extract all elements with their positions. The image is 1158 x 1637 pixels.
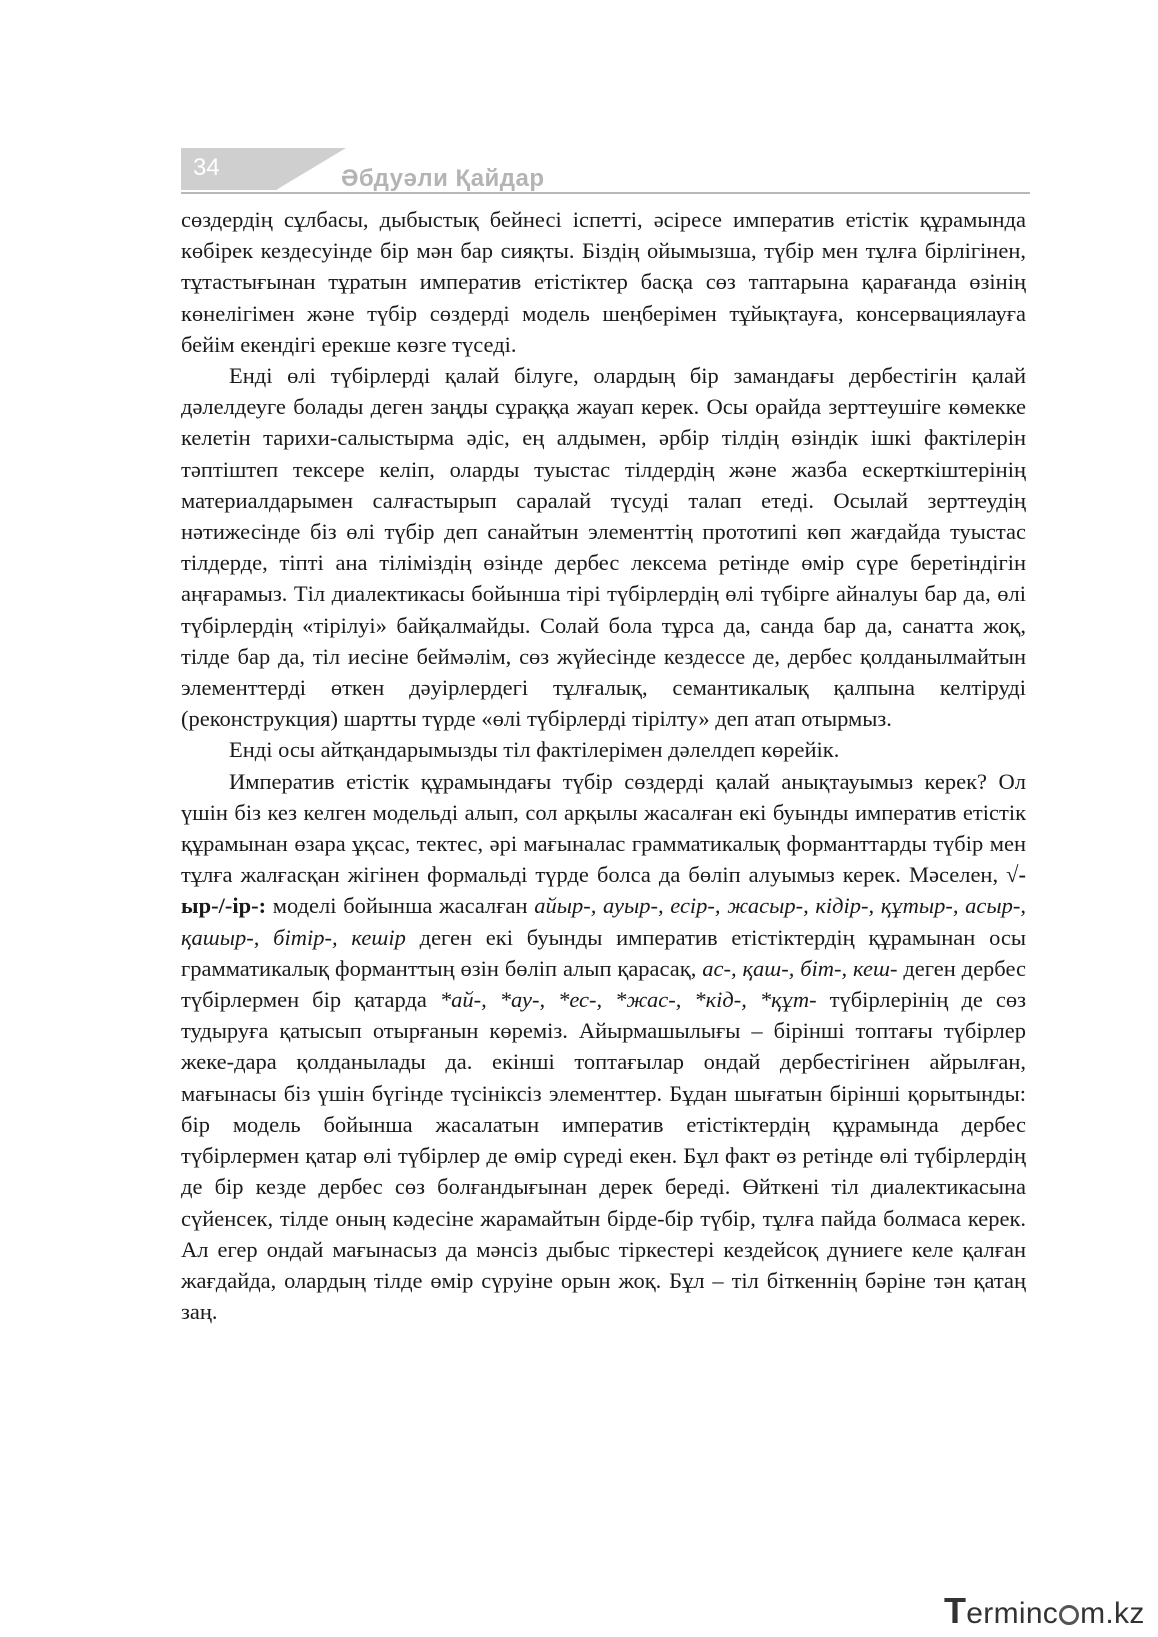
paragraph-1: сөздердің сұлбасы, дыбыстық бейнесі іспетті, әсіресе императив етістік құрамында көбірек кездесуінде бір мән бар сияқты. Біздің ойымызша, түбір мен тұлға бірлігінен, тұтастығынан тұратын императив етістіктер басқа сөз таптарына қарағанда өзінің көнелігімен және түбір сөздерді модель шеңберімен тұйықтауға, консервациялауға бейім екендігі ерекше көзге түседі. [181,207,1026,357]
header-rule [181,192,1030,194]
paragraph-4-text-5: түбірлерінің де сөз тудыруға қатысып отырғанын көреміз. Айырмашылығы – бірінші топтағы түбірлер жеке-дара қолданылады да. екінші топтағылар ондай дербестігінен айрылған, мағынасы біз үшін бүгінде түсініксіз элементтер. Бұдан шығатын бірінші қорытынды: бір модель бойынша жасалатын императив етістіктердің құрамында дербес түбірлермен қатар өлі түбірлер де өмір сүреді екен. Бұл факт өз ретінде өлі түбірлердің де бір кезде дербес сөз болғандығынан дерек береді. Өйткені тіл диалектикасына сүйенсек, тілде оның кәдесіне жарамайтын бірде-бір түбір, тұлға пайда болмаса керек. Ал егер ондай мағынасыз да мәнсіз дыбыс тіркестері кездейсоқ дүниеге келе қалған жағдайда, олардың тілде өмір сүруіне орын жоқ. Бұл – тіл біткеннің бәріне тән қатаң заң. [181,987,1026,1325]
watermark-text-2: m.kz [1080,1597,1145,1630]
example-verbs: айыр-, ауыр-, есір-, жасыр-, кідір-, құтыр-, асыр-, қашыр-, бітір-, кешір [181,893,1026,950]
paragraph-4 [181,766,1026,1328]
page-number-tab-wedge [276,148,346,190]
watermark-text-1: erminc [966,1597,1059,1630]
watermark-logo [944,1590,1145,1632]
paragraph-2: Енді өлі түбірлерді қалай білуге, олардың бір замандағы дербестігін қалай дәлелдеуге болады деген заңды сұраққа жауап керек. Осы орайда зерттеушіге көмекке келетін тарихи-салыстырма әдіс, ең алдымен, әрбір тілдің өзіндік ішкі фактілерін тәптіштеп тексере келіп, оларды туыстас тілдердің және жазба ескерткіштерінің материалдарымен салғастырып саралай түсуді талап етеді. Осылай зерттеудің нәтижесінде біз өлі түбір деп санайтын элементтің прототипі көп жағдайда туыстас тілдерде, тіпті ана тіліміздің өзінде дербес лексема ретінде өмір сүре беретіндігін аңғарамыз. Тіл диалектикасы бойынша тірі түбірлердің өлі түбірге айналуы бар да, өлі түбірлердің «тірілуі» байқалмайды. Солай бола тұрса да, санда бар да, санатта жоқ, тілде бар да, тіл иесіне беймәлім, сөз жүйесінде кездессе де, дербес қолданылмайтын элементтерді өткен дәуірлердегі тұлғалық, семантикалық қалпына келтіруді (реконструкция) шартты түрде «өлі түбірлерді тірілту» деп атап отырмыз. [181,363,1026,732]
page-number: 34 [193,154,220,181]
running-title: Әбдуәли Қайдар [341,165,545,192]
paragraph-3: Енді осы айтқандарымызды тіл фактілерімен дәлелдеп көрейік. [229,737,840,763]
paragraph-4-text-4: деген дербес түбірлермен бір қатарда [181,955,1026,1013]
magnifier-icon [1059,1605,1079,1625]
paragraph-4-text-2: моделі бойынша жасалған [266,893,535,919]
watermark-big-letter: T [944,1590,967,1631]
body-text [181,204,1026,1327]
page-header [181,148,1030,196]
free-roots: ас-, қаш-, біт-, кеш- [702,955,898,981]
model-formula: √-ыр-/-ір-: [181,862,1026,919]
paragraph-4-text-1: Императив етістік құрамындағы түбір сөздерді қалай анықтауымыз керек? Ол үшін біз кез келген модельді алып, сол арқылы жасалған екі буынды императив етістік құрамынан өзара ұқсас, тектес, әрі мағыналас грамматикалық форманттарды түбір мен тұлға жалғасқан жігінен формальді түрде болса да бөліп алуымыз керек. Мәселен, [181,768,1026,888]
paragraph-4-text-3: деген екі буынды императив етістіктердің құрамынан осы грамматикалық форманттың өзін бөліп алып қарасақ, [181,924,1026,981]
dead-roots: *ай-, *ау-, *ес-, *жас-, *кід-, *құт- [439,987,817,1013]
